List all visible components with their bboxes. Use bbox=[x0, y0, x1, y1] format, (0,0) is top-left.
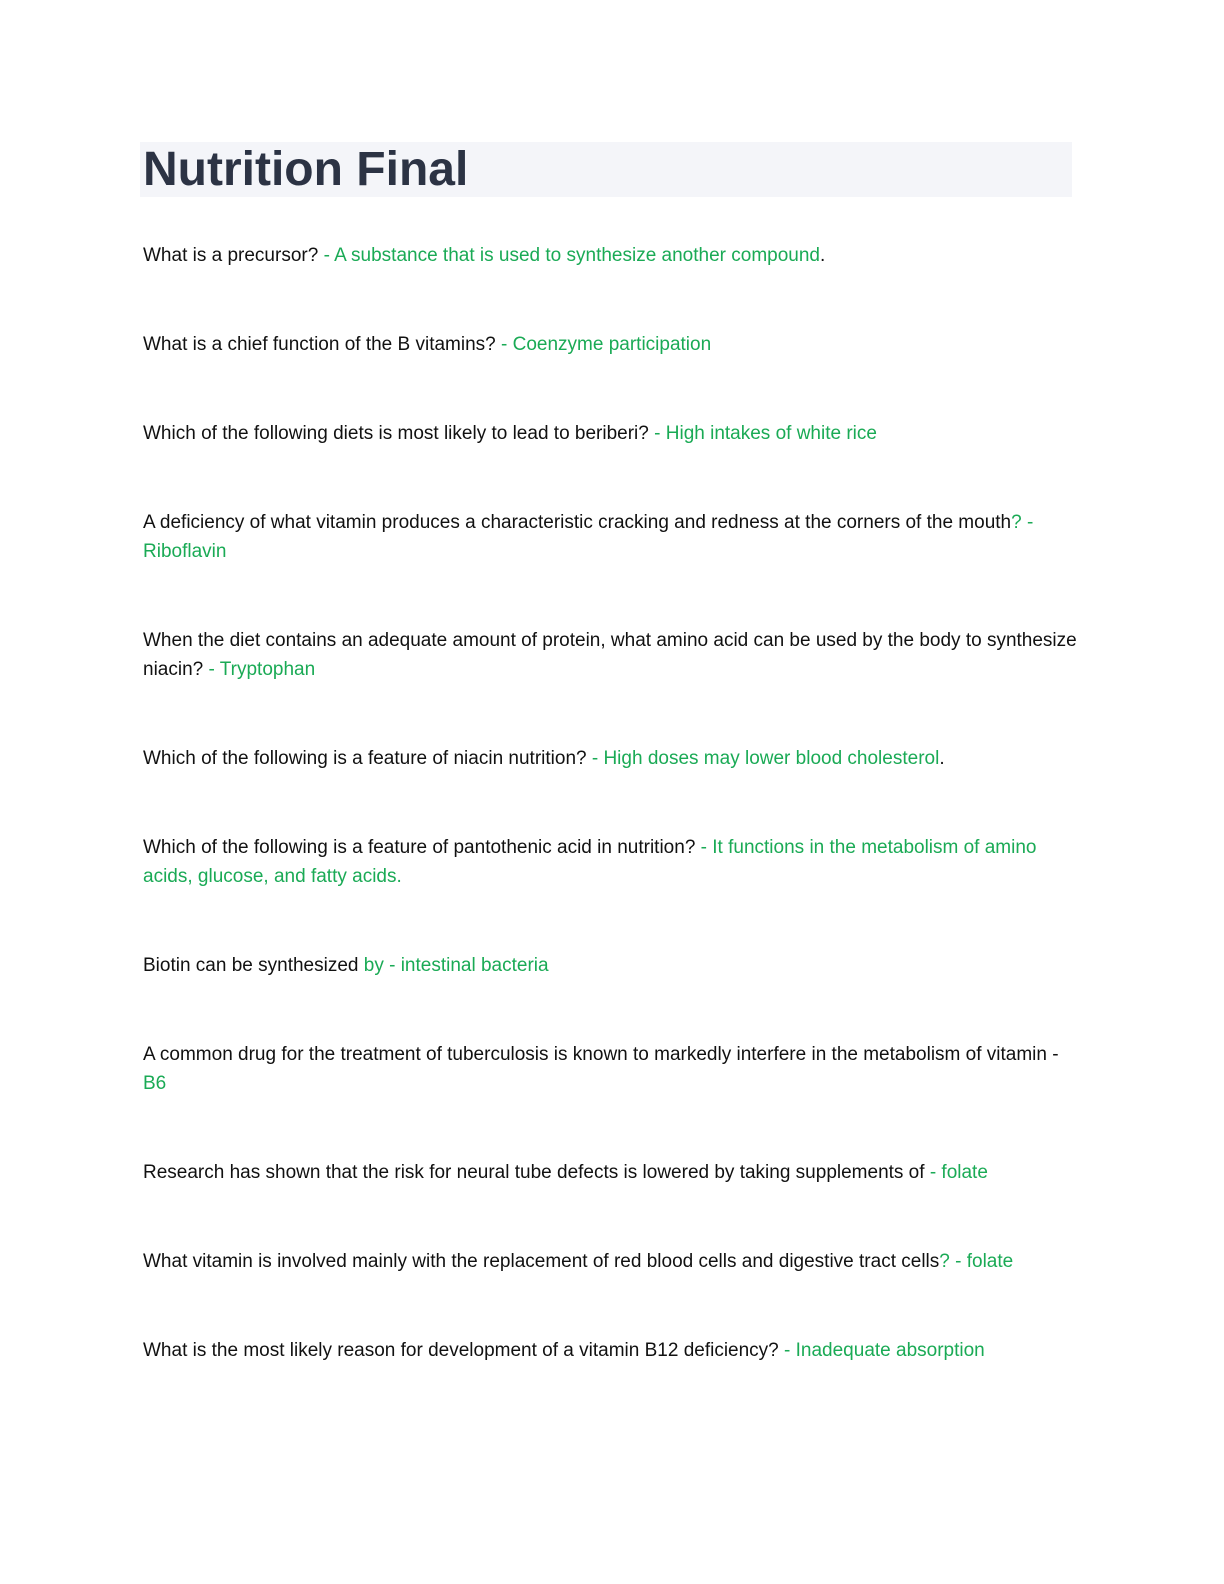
qa-item-12 bbox=[143, 1336, 1078, 1365]
qa-item-7 bbox=[143, 833, 1078, 891]
qa-item-9 bbox=[143, 1040, 1078, 1098]
question-text: Which of the following diets is most likely to lead to beriberi? bbox=[143, 423, 655, 444]
qa-item-11 bbox=[143, 1247, 1078, 1276]
answer-text: B6 bbox=[143, 1073, 167, 1094]
qa-item-1 bbox=[143, 241, 1078, 270]
question-text: What is the most likely reason for development of a vitamin B12 deficiency? bbox=[143, 1340, 785, 1361]
question-text: A common drug for the treatment of tuberculosis is known to markedly interfere in the metabolism of vitamin - bbox=[143, 1044, 1059, 1065]
qa-item-2 bbox=[143, 330, 1078, 359]
qa-item-4 bbox=[143, 508, 1078, 566]
answer-text: by - intestinal bacteria bbox=[363, 955, 549, 976]
question-text: Research has shown that the risk for neural tube defects is lowered by taking supplements of bbox=[143, 1162, 930, 1183]
question-text: Which of the following is a feature of pantothenic acid in nutrition? bbox=[143, 837, 701, 858]
answer-text: - folate bbox=[929, 1162, 988, 1183]
question-text: A deficiency of what vitamin produces a characteristic cracking and redness at the corners of the mouth bbox=[143, 512, 1012, 533]
qa-item-3 bbox=[143, 419, 1078, 448]
answer-text: - High intakes of white rice bbox=[654, 423, 877, 444]
answer-text: - Coenzyme participation bbox=[501, 334, 712, 355]
qa-item-6 bbox=[143, 744, 1078, 773]
question-text: Biotin can be synthesized bbox=[143, 955, 364, 976]
answer-tail: . bbox=[939, 748, 945, 769]
answer-text: - It functions in the metabolism of amino acids, glucose, and fatty acids. bbox=[143, 837, 1037, 887]
answer-text: - Tryptophan bbox=[208, 659, 316, 680]
qa-item-5 bbox=[143, 626, 1078, 684]
question-text: What is a precursor? bbox=[143, 245, 324, 266]
answer-text: - A substance that is used to synthesize another compound bbox=[323, 245, 820, 266]
qa-item-8 bbox=[143, 951, 1078, 980]
question-text: What vitamin is involved mainly with the replacement of red blood cells and digestive tract cells bbox=[143, 1251, 940, 1272]
document-title: Nutrition Final bbox=[143, 143, 469, 196]
answer-text: ? - Riboflavin bbox=[143, 512, 1034, 562]
answer-tail: . bbox=[820, 245, 826, 266]
answer-text: ? - folate bbox=[939, 1251, 1014, 1272]
answer-text: - High doses may lower blood cholesterol bbox=[591, 748, 940, 769]
question-text: What is a chief function of the B vitamins? bbox=[143, 334, 502, 355]
qa-item-10 bbox=[143, 1158, 1078, 1187]
answer-text: - Inadequate absorption bbox=[784, 1340, 985, 1361]
question-text: Which of the following is a feature of niacin nutrition? bbox=[143, 748, 592, 769]
question-text: When the diet contains an adequate amount of protein, what amino acid can be used by the body to synthesize niacin? bbox=[143, 630, 1077, 680]
